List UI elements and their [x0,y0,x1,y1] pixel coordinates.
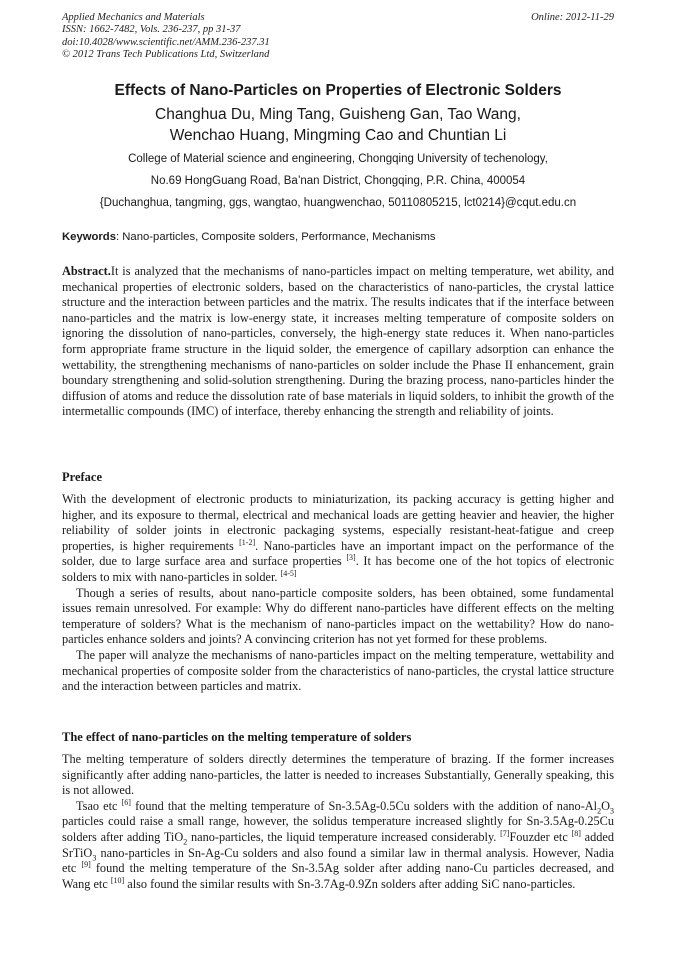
paper-title: Effects of Nano-Particles on Properties of Electronic Solders [114,82,562,99]
issn: ISSN: 1662-7482, Vols. 236-237, pp 31-37 [62,24,241,36]
section-heading-preface: Preface [62,470,103,484]
affiliation-line: No.69 HongGuang Road, Ba’nan District, Chongqing, P.R. China, 400054 [150,175,526,187]
author-list [62,104,614,146]
journal-header [62,12,422,62]
citation: [6] [121,797,131,807]
preface-section [62,492,614,695]
melting-section [62,752,614,892]
copyright: © 2012 Trans Tech Publications Ltd, Switzerland [62,49,270,61]
title-block [62,81,614,214]
paragraph: The paper will analyze the mechanisms of nano-particles impact on the melting temperature, wettability and mechanical properties of composite solder from the characteristics of nano-particles, the crystal lattice structure and the interaction between particles and matrix. [62,647,614,694]
affiliation [62,148,614,214]
citation: [1-2] [239,537,256,547]
paragraph: With the development of electronic products to miniaturization, its packing accuracy is getting higher and higher, and its exposure to thermal, electrical and mechanical loads are getting heavier and heavier, the higher reliability of solder joints in electronic packaging systems, especially resistant-heat-fatigue and creep properties, is higher requirements [1-2]. Nano-particles have an important impact on the performance of the solder, due to large surface area and surface properties [3]. It has become one of the hot topics of electronic solders to mix with nano-particles in solder. [4-5] [62,492,615,584]
keywords-label: Keywords [62,231,116,243]
paragraph: Tsao etc [6] found that the melting temperature of Sn-3.5Ag-0.5Cu solders with the addition of nano-$Al_2O_3$ particles could raise a small range, however, the solidus temperature increased slightly for Sn-3.5Ag-0.25Cu solders after adding TiO$_2$ nano-particles, the liquid temperature increased considerably. [7]Fouzder etc [8] added SrTiO$_3$ nano-particles in Sn-Ag-Cu solders and also found a similar law in thermal analysis. However, Nadia etc [9] found the melting temperature of the Sn-3.5Ag solder after adding nano-Cu particles decreased, and Wang etc [10] also found the similar results with Sn-3.7Ag-0.9Zn solders after adding SiC nano-particles. [62,797,614,891]
citation: [3] [346,553,356,563]
abstract [62,264,614,420]
doi: doi:10.4028/www.scientific.net/AMM.236-237.31 [62,36,270,48]
citation: [10] [110,875,125,885]
abstract-text: It is analyzed that the mechanisms of nano-particles impact on melting temperature, wet ability, and mechanical properties of electronic solders, based on the characteristics of nano-particles, the crystal lattice structure and the interaction between particles and the matrix. The results indicates that if the interface between nano-particles and the matrix is low-energy state, it increases melting temperature of composite solders on ignoring the dissolution of nano-particles, conversely, the high-energy state reduces it. When nano-particles form appropriate frame structure in the liquid solder, the emergence of capillary adsorption can enhance the wettability, the strengthening mechanisms of nano-particles on solder include the Phase II enhancement, grain boundary strengthening and solid-solution strengthening. During the brazing process, nano-particles hinder the diffusion of atoms and reduce the dissolution rate of base materials in liquid solders, to inhibit the growth of the intermetallic compounds (IMC) of interface, thereby enhancing the strength and reliability of joints. [62,264,614,419]
online-date: Online: 2012-11-29 [531,12,614,23]
citation: [7] [500,828,510,838]
citation: [9] [81,860,91,870]
author-line: Wenchao Huang, Mingming Cao and Chuntian Li [169,127,507,144]
keywords [62,231,622,243]
paragraph: Though a series of results, about nano-particle composite solders, has been obtained, some fundamental issues remain unresolved. For example: Why do different nano-particles have different effects on the melting temperature of solders? What is the mechanism of nano-particles impact on the wettability? How do nano-particles enhance solders and joints? A convincing criterion has not yet formed for these problems. [62,585,614,647]
author-line: Changhua Du, Ming Tang, Guisheng Gan, Tao Wang, [155,106,521,123]
affiliation-line: College of Material science and engineering, Chongqing University of techenology, [128,153,548,165]
journal-name: Applied Mechanics and Materials [62,12,205,23]
abstract-label: Abstract. [62,264,111,278]
citation: [4-5] [280,568,297,578]
paragraph: The melting temperature of solders directly determines the temperature of brazing. If the former increases significantly after adding nano-particles, the latter is needed to increases Substantially, Generally speaking, this is not allowed. [62,752,614,798]
section-heading-melting: The effect of nano-particles on the melting temperature of solders [62,730,412,744]
keywords-text: : Nano-particles, Composite solders, Performance, Mechanisms [116,231,436,243]
author-emails: {Duchanghua, tangming, ggs, wangtao, huangwenchao, 50110805215, lct0214}@cqut.edu.cn [99,197,577,209]
citation: [8] [571,828,581,838]
